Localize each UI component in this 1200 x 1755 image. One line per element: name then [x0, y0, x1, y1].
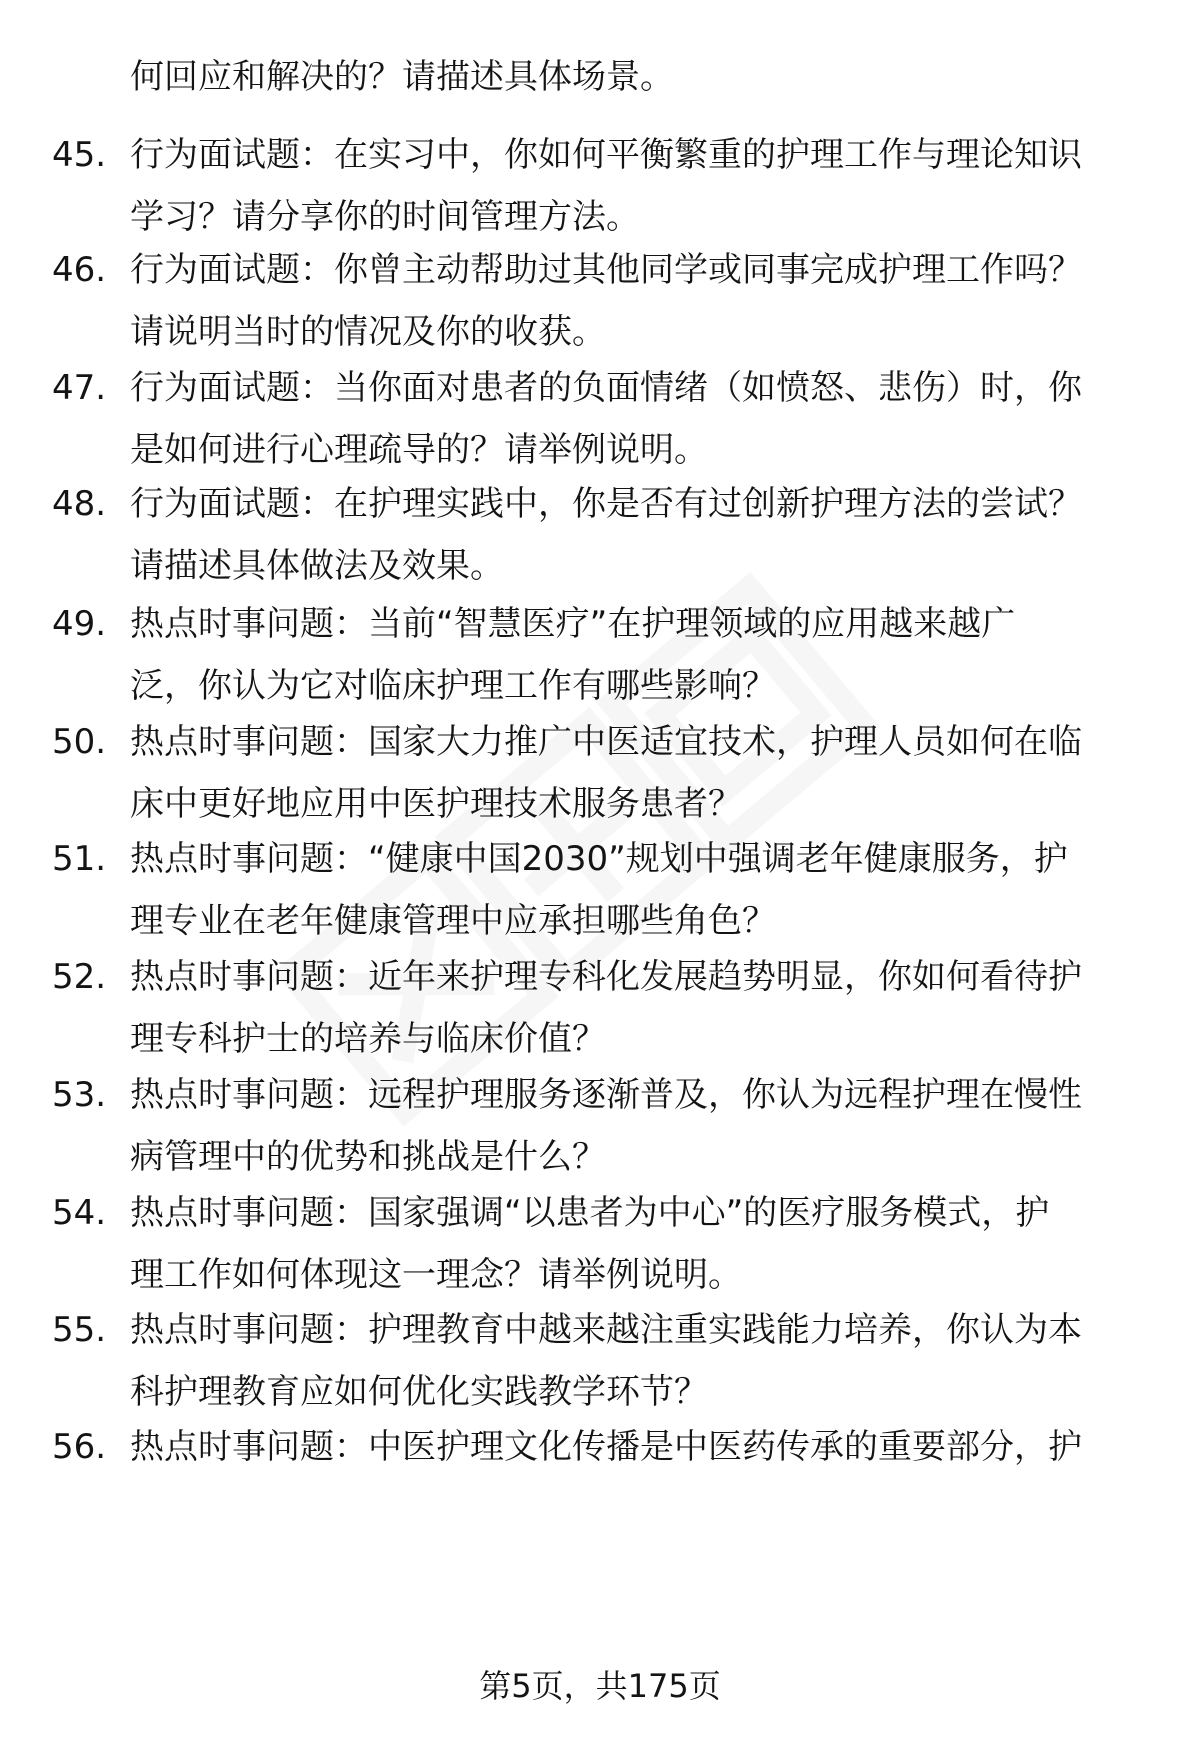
question-number: 55.: [52, 1310, 107, 1350]
question-text-line: 热点时事问题：近年来护理专科化发展趋势明显，你如何看待护: [130, 957, 1082, 997]
question-number: 56.: [52, 1427, 107, 1467]
question-number: 51.: [52, 839, 107, 879]
question-number: 48.: [52, 484, 107, 524]
question-text-line: 理工作如何体现这一理念？请举例说明。: [130, 1255, 742, 1295]
question-text-line: 科护理教育应如何优化实践教学环节？: [130, 1372, 708, 1412]
question-text-line: 热点时事问题：中医护理文化传播是中医药传承的重要部分，护: [130, 1427, 1082, 1467]
question-text-line: 行为面试题：在护理实践中，你是否有过创新护理方法的尝试？: [130, 484, 1082, 524]
question-text-line: 床中更好地应用中医护理技术服务患者？: [130, 784, 742, 824]
question-text-line: 行为面试题：当你面对患者的负面情绪（如愤怒、悲伤）时，你: [130, 368, 1082, 408]
question-text-line: 泛，你认为它对临床护理工作有哪些影响？: [130, 666, 776, 706]
question-text-line: 热点时事问题：“健康中国2030”规划中强调老年健康服务，护: [130, 839, 1068, 879]
question-text-line: 是如何进行心理疏导的？请举例说明。: [130, 430, 708, 470]
question-number: 54.: [52, 1193, 107, 1233]
question-number: 49.: [52, 604, 107, 644]
question-text-line: 请描述具体做法及效果。: [130, 546, 504, 586]
question-text-line: 病管理中的优势和挑战是什么？: [130, 1137, 606, 1177]
question-text-line: 行为面试题：你曾主动帮助过其他同学或同事完成护理工作吗？: [130, 250, 1082, 290]
question-number: 45.: [52, 135, 107, 175]
question-text-line: 热点时事问题：国家强调“以患者为中心”的医疗服务模式，护: [130, 1193, 1050, 1233]
question-text-line: 热点时事问题：远程护理服务逐渐普及，你认为远程护理在慢性: [130, 1075, 1082, 1115]
page-footer: 第5页，共175页: [479, 1667, 721, 1705]
question-text-line: 理专科护士的培养与临床价值？: [130, 1019, 606, 1059]
question-number: 52.: [52, 957, 107, 997]
question-text-line: 热点时事问题：护理教育中越来越注重实践能力培养，你认为本: [130, 1310, 1082, 1350]
question-number: 53.: [52, 1075, 107, 1115]
continuation-line: 何回应和解决的？请描述具体场景。: [130, 57, 674, 97]
question-text-line: 行为面试题：在实习中，你如何平衡繁重的护理工作与理论知识: [130, 135, 1082, 175]
question-number: 46.: [52, 250, 107, 290]
question-text-line: 理专业在老年健康管理中应承担哪些角色？: [130, 901, 776, 941]
question-number: 50.: [52, 722, 107, 762]
question-text-line: 学习？请分享你的时间管理方法。: [130, 197, 640, 237]
question-text-line: 请说明当时的情况及你的收获。: [130, 312, 606, 352]
question-text-line: 热点时事问题：国家大力推广中医适宜技术，护理人员如何在临: [130, 722, 1082, 762]
question-text-line: 热点时事问题：当前“智慧医疗”在护理领域的应用越来越广: [130, 604, 1016, 644]
question-number: 47.: [52, 368, 107, 408]
